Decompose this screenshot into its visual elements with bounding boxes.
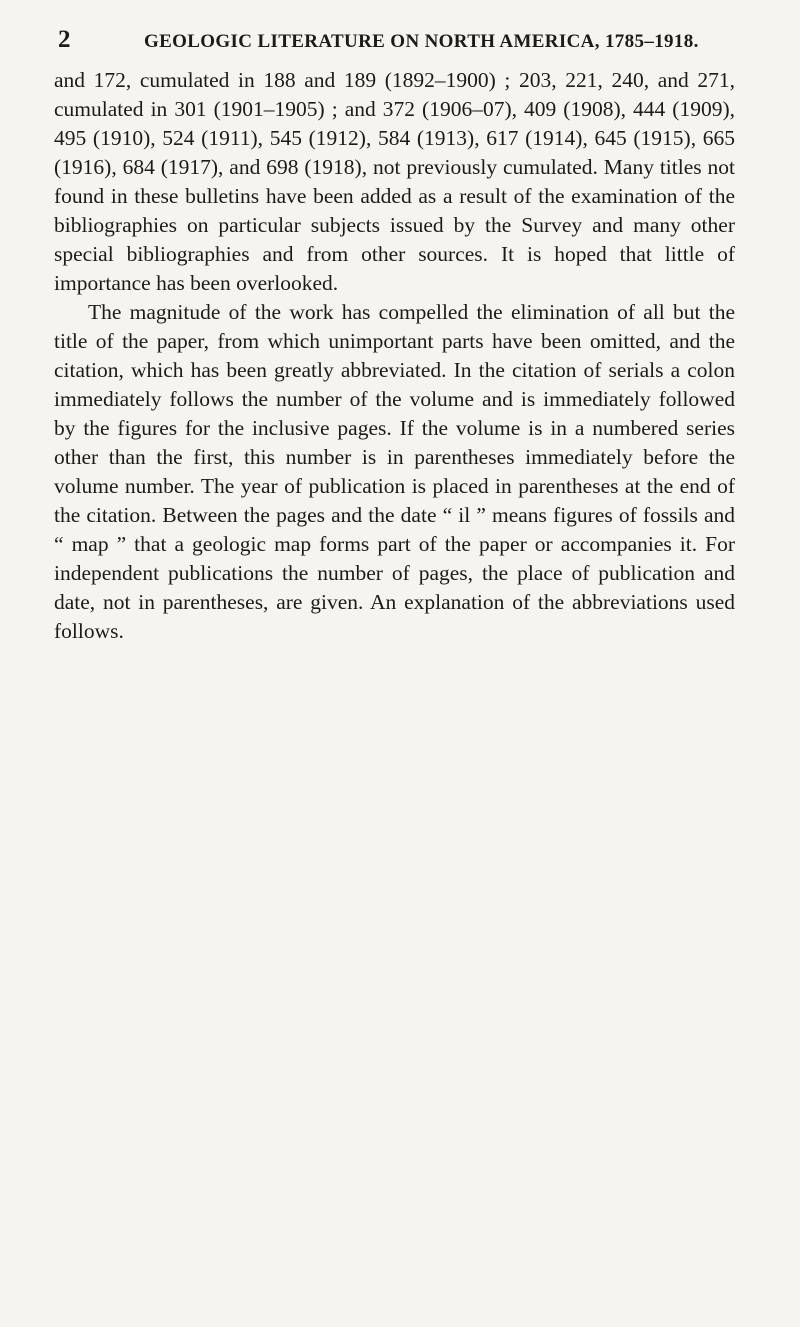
- body-text: [54, 66, 735, 646]
- paragraph-citation-format: The magnitude of the work has compelled the elimination of all but the title of the paper, from which unimportant parts have been omitted, and the citation, which has been greatly abbreviated. In the citation of serials a colon immediately follows the number of the volume and is immediately followed by the figures for the inclusive pages. If the volume is in a numbered series other than the first, this number is in parentheses immediately before the volume number. The year of publication is placed in parentheses at the end of the citation. Between the pages and the date “ il ” means figures of fossils and “ map ” that a geologic map forms part of the paper or accompanies it. For independent publications the number of pages, the place of publication and date, not in parentheses, are given. An explanation of the abbreviations used follows.: [54, 300, 735, 643]
- paragraph-continued: and 172, cumulated in 188 and 189 (1892–1900) ; 203, 221, 240, and 271, cumulated in 301 (1901–1905) ; and 372 (1906–07), 409 (1908), 444 (1909), 495 (1910), 524 (1911), 545 (1912), 584 (1913), 617 (1914), 645 (1915), 665 (1916), 684 (1917), and 698 (1918), not previously cumulated. Many titles not found in these bulletins have been added as a result of the examination of the bibliographies on particular subjects issued by the Survey and many other special bibliographies and from other sources. It is hoped that little of importance has been overlooked.: [54, 68, 735, 295]
- page-number: 2: [58, 26, 71, 53]
- running-head: [58, 26, 723, 60]
- running-head-title: GEOLOGIC LITERATURE ON NORTH AMERICA, 1785–1918.: [144, 31, 699, 52]
